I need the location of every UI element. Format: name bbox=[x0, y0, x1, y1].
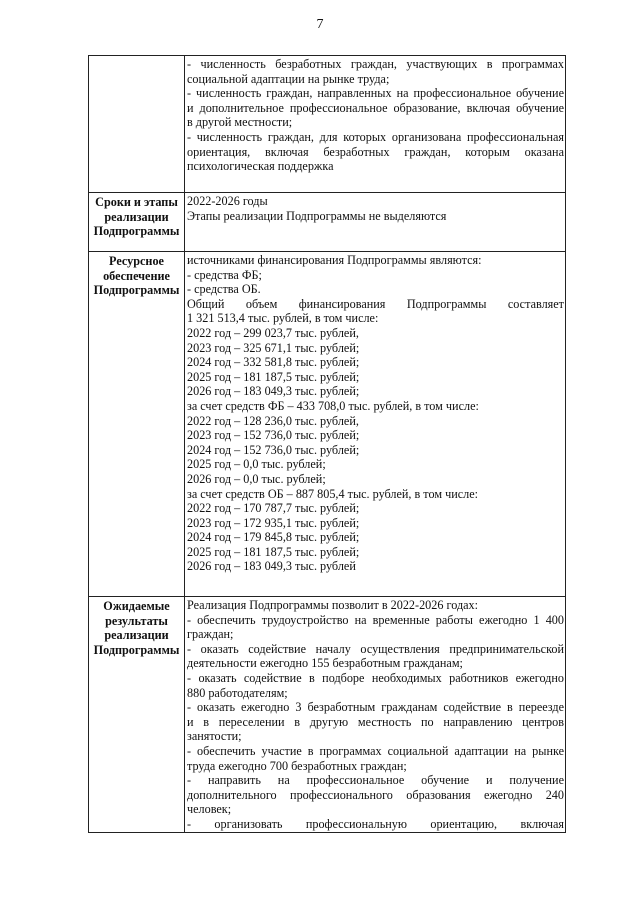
text-line: 2025 год – 0,0 тыс. рублей; bbox=[187, 457, 326, 472]
text-line: 2025 год – 181 187,5 тыс. рублей; bbox=[187, 544, 360, 559]
text-line: - оказать ежегодно 3 безработным гражданам содействие в переезде bbox=[187, 700, 564, 715]
subprogram-table bbox=[88, 55, 566, 833]
text-line: человек; bbox=[187, 802, 232, 817]
text-line: в другой местности; bbox=[187, 115, 293, 130]
row-label: Ожидаемые результаты реализации Подпрограммы bbox=[89, 597, 185, 833]
text-line: ориентация, включая безработных граждан, которым оказана bbox=[187, 144, 564, 159]
text-line: - организовать профессиональную ориентацию, включая bbox=[187, 816, 564, 831]
text-line: 2024 год – 152 736,0 тыс. рублей; bbox=[187, 442, 360, 457]
text-line: социальной адаптации на рынке труда; bbox=[187, 71, 390, 86]
text-line: 2026 год – 183 049,3 тыс. рублей; bbox=[187, 384, 360, 399]
row-content bbox=[185, 56, 566, 193]
row-content bbox=[185, 193, 566, 252]
row-content bbox=[185, 597, 566, 833]
text-line: 2023 год – 172 935,1 тыс. рублей; bbox=[187, 515, 360, 530]
text-line: - численность безработных граждан, участвующих в программах bbox=[187, 57, 564, 71]
indicators-row bbox=[89, 56, 566, 193]
text-line: - численность граждан, для которых организована профессиональная bbox=[187, 129, 564, 144]
text-line: - численность граждан, направленных на профессиональное обучение bbox=[187, 86, 564, 101]
text-line: - оказать содействие в подборе необходимых работников ежегодно bbox=[187, 670, 564, 685]
page-number: 7 bbox=[316, 17, 324, 32]
resources-row bbox=[89, 252, 566, 597]
row-label: Ресурсное обеспечение Подпрограммы bbox=[89, 252, 185, 597]
text-line: за счет средств ОБ – 887 805,4 тыс. рублей, в том числе: bbox=[187, 486, 479, 501]
text-line: психологическая поддержка bbox=[187, 159, 334, 174]
text-line: граждан; bbox=[187, 627, 234, 642]
text-line: - оказать содействие началу осуществления предпринимательской bbox=[187, 641, 564, 656]
text-line: - направить на профессиональное обучение и получение bbox=[187, 773, 564, 788]
text-line: 2024 год – 332 581,8 тыс. рублей; bbox=[187, 355, 360, 370]
text-line: и в переселении в другую местность по направлению центров bbox=[187, 714, 564, 729]
text-line: 2025 год – 181 187,5 тыс. рублей; bbox=[187, 369, 360, 384]
text-line: 2022-2026 годы bbox=[187, 194, 268, 208]
text-line: источниками финансирования Подпрограммы являются: bbox=[187, 253, 482, 267]
text-line: Общий объем финансирования Подпрограммы составляет bbox=[187, 296, 564, 311]
text-line: 2023 год – 152 736,0 тыс. рублей; bbox=[187, 428, 360, 443]
results-row bbox=[89, 597, 566, 833]
text-line: - средства ФБ; bbox=[187, 267, 262, 282]
text-line: - обеспечить трудоустройство на временные работы ежегодно 1 400 bbox=[187, 612, 564, 627]
text-line: 2024 год – 179 845,8 тыс. рублей; bbox=[187, 530, 360, 545]
row-label: Сроки и этапы реализации Подпрограммы bbox=[89, 193, 185, 252]
text-line: 2023 год – 325 671,1 тыс. рублей; bbox=[187, 340, 360, 355]
timeline-row bbox=[89, 193, 566, 252]
text-line: 2026 год – 183 049,3 тыс. рублей bbox=[187, 559, 356, 574]
text-line: занятости; bbox=[187, 729, 242, 744]
row-content bbox=[185, 252, 566, 597]
text-line: 1 321 513,4 тыс. рублей, в том числе: bbox=[187, 311, 379, 326]
row-label bbox=[89, 56, 185, 193]
text-line: 2022 год – 128 236,0 тыс. рублей, bbox=[187, 413, 359, 428]
text-line: деятельности ежегодно 155 безработным гражданам; bbox=[187, 656, 463, 671]
text-line: 2022 год – 299 023,7 тыс. рублей, bbox=[187, 325, 359, 340]
text-line: Реализация Подпрограммы позволит в 2022-2026 годах: bbox=[187, 598, 479, 612]
text-line: дополнительного профессионального образования ежегодно 240 bbox=[187, 787, 564, 802]
text-line: 2026 год – 0,0 тыс. рублей; bbox=[187, 471, 326, 486]
text-line: и дополнительное профессиональное образование, включая обучение bbox=[187, 100, 564, 115]
text-line: - средства ОБ. bbox=[187, 282, 261, 297]
text-line: труда ежегодно 700 безработных граждан; bbox=[187, 758, 407, 773]
text-line: Этапы реализации Подпрограммы не выделяются bbox=[187, 208, 447, 223]
text-line: 880 работодателям; bbox=[187, 685, 288, 700]
text-line: - обеспечить участие в программах социальной адаптации на рынке bbox=[187, 743, 564, 758]
text-line: за счет средств ФБ – 433 708,0 тыс. рублей, в том числе: bbox=[187, 398, 479, 413]
text-line: 2022 год – 170 787,7 тыс. рублей; bbox=[187, 501, 360, 516]
